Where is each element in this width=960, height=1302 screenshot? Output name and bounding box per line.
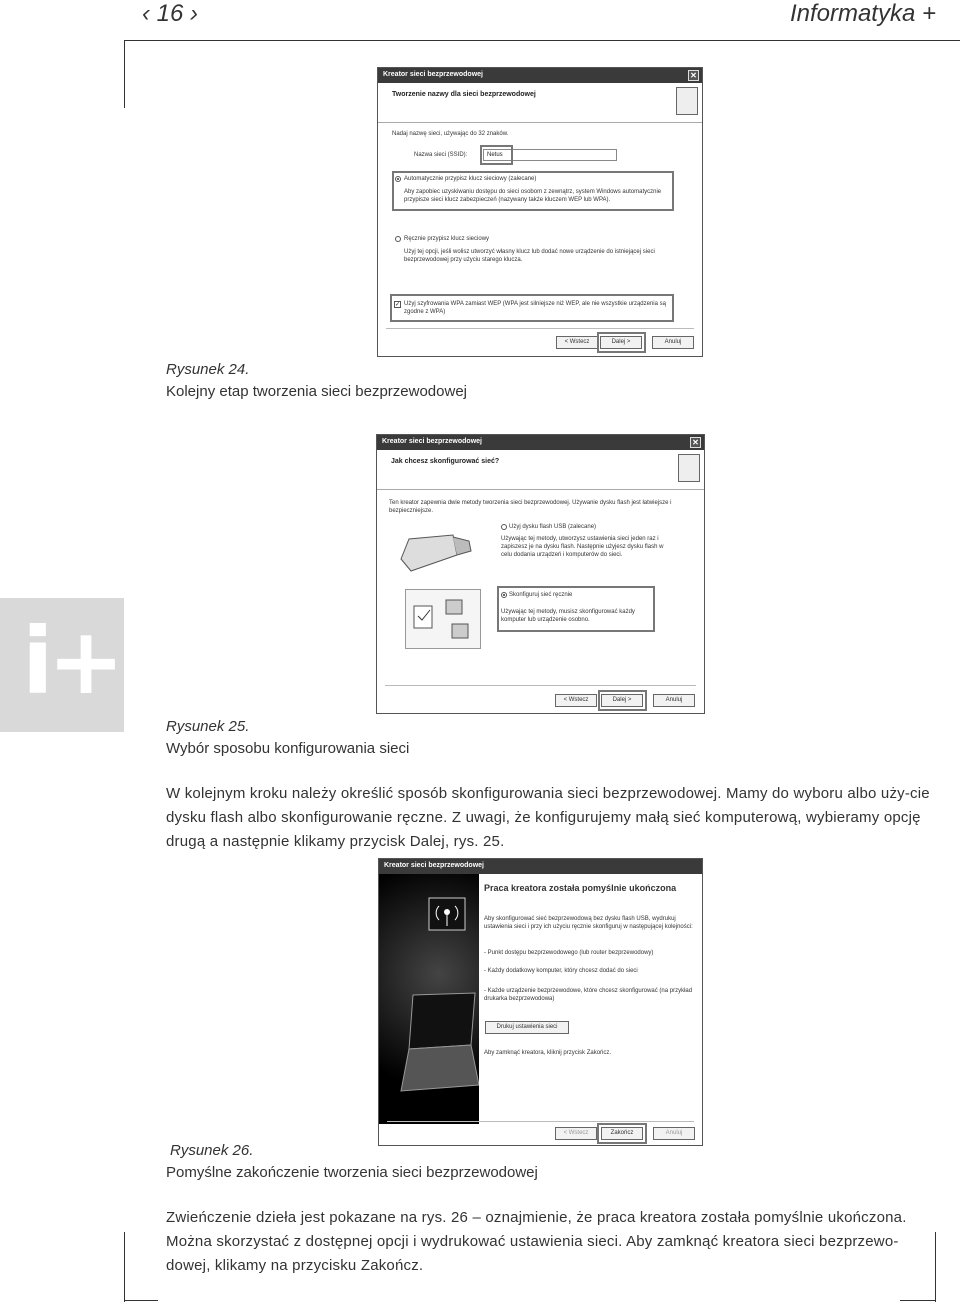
network-wizard-icon [678, 454, 700, 482]
manual-config-image [405, 589, 481, 649]
manual-key-label: Ręcznie przypisz klucz sieciowy [404, 236, 490, 242]
dialog-separator [386, 328, 694, 329]
figure-24-caption [166, 359, 467, 403]
manual-description: Używając tej metody, musisz skonfigurować każdy komputer lub urządzenie osobno. [501, 609, 635, 623]
close-icon[interactable]: ✕ [690, 437, 701, 448]
wireless-icon [427, 896, 467, 932]
figure-24-dialog [377, 67, 703, 357]
back-button[interactable]: < Wstecz [556, 336, 598, 349]
finish-button[interactable]: Zakończ [601, 1127, 643, 1140]
body-paragraph-2: Zwieńczenie dzieła jest pokazane na rys. 26 – oznajmienie, że praca kreatora została pomyślnie ukończona. Można skorzystać z dostępnej opcji i wydrukować ustawienia sieci. Aby zamknąć kreatora sieci bezprzewo-dowej, klikamy na przycisku Zakończ. [166, 1209, 907, 1274]
laptop-image [397, 989, 481, 1099]
print-settings-button[interactable]: Drukuj ustawienia sieci [485, 1021, 569, 1034]
caption-text: Kolejny etap tworzenia sieci bezprzewodowej [166, 383, 467, 400]
ssid-highlight [480, 145, 513, 165]
intro-text: Ten kreator zapewnia dwie metody tworzenia sieci bezprzewodowej. Używanie dysku flash jest łatwiejsze i bezpieczniejsze. [389, 500, 672, 514]
dialog-separator [385, 685, 696, 686]
usb-option-label: Użyj dysku flash USB (zalecane) [509, 524, 597, 530]
caption-label: Rysunek 25. [166, 718, 250, 735]
brand-logo: i+ [22, 608, 119, 715]
intro-text: Aby skonfigurować sieć bezprzewodową bez dysku flash USB, wydrukuj ustawienia sieci i przy ich użyciu ręcznie skonfiguruj w następującej kolejności: [484, 916, 693, 930]
back-button[interactable]: < Wstecz [555, 1127, 597, 1140]
footer-left-rule [124, 1232, 125, 1302]
usb-radio[interactable] [501, 524, 507, 530]
manual-key-description: Użyj tej opcji, jeśli wolisz utworzyć własny klucz lub dodać nowe urządzenie do istniejącej sieci bezprzewodowej przy użyciu starego klucza. [404, 249, 655, 263]
finish-highlight [597, 1123, 647, 1144]
dialog-titlebar [377, 435, 704, 450]
computers-icon [406, 590, 482, 650]
auto-key-radio[interactable] [395, 176, 401, 182]
network-wizard-icon [676, 87, 698, 115]
dialog-title: Kreator sieci bezprzewodowej [384, 862, 484, 869]
next-button[interactable]: Dalej > [601, 694, 643, 707]
figure-26-dialog [378, 858, 703, 1146]
dialog-banner [377, 450, 704, 490]
next-button[interactable]: Dalej > [600, 336, 642, 349]
back-button[interactable]: < Wstecz [555, 694, 597, 707]
caption-text: Wybór sposobu konfigurowania sieci [166, 740, 410, 757]
wpa-checkbox[interactable]: ✓ [395, 302, 401, 308]
close-icon[interactable]: ✕ [688, 70, 699, 81]
dialog-heading: Praca kreatora została pomyślnie ukończona [484, 883, 677, 893]
wpa-label: Użyj szyfrowania WPA zamiast WEP (WPA jest silniejsze niż WEP, ale nie wszystkie urządzenia są zgodne z WPA) [404, 301, 666, 315]
page-number: ‹ 16 › [142, 0, 199, 27]
footer-left-rule-h [124, 1300, 158, 1301]
next-highlight [598, 690, 647, 711]
wizard-sidebar-image [379, 874, 479, 1124]
usb-flash-drive-icon [397, 531, 477, 575]
manual-config-radio[interactable] [501, 592, 507, 598]
caption-label: Rysunek 24. [166, 361, 250, 378]
dialog-banner [378, 83, 702, 123]
figure-25-caption [166, 716, 409, 760]
manual-option-label: Skonfiguruj sieć ręcznie [509, 592, 573, 598]
dialog-title: Kreator sieci bezprzewodowej [383, 71, 483, 78]
next-highlight [597, 332, 646, 353]
publication-title: Informatyka + [789, 0, 936, 27]
body-paragraph-1: W kolejnym kroku należy określić sposób skonfigurowania sieci bezprzewodowej. Mamy do wyboru albo uży-cie dysku flash albo skonfigurowanie ręczne. Z uwagi, że konfigurujemy małą sieć komputerową, wybieramy opcję drugą a następnie klikamy przycisk Dalej, rys. 25. [166, 785, 930, 850]
dialog-titlebar [379, 859, 702, 874]
auto-key-label: Automatycznie przypisz klucz sieciowy (zalecane) [404, 176, 537, 182]
caption-label: Rysunek 26. [170, 1142, 254, 1159]
ssid-label: Nazwa sieci (SSID): [414, 152, 468, 158]
figure-25-dialog [376, 434, 705, 714]
cancel-button[interactable]: Anuluj [653, 694, 695, 707]
manual-key-radio[interactable] [395, 236, 401, 242]
usb-description: Używając tej metody, utworzysz ustawienia sieci jeden raz i zapiszesz je na dysku flash. Następnie użyjesz dysku flash w celu dodania urządzeń i komputerów do sieci. [501, 536, 664, 558]
cancel-button[interactable]: Anuluj [653, 1127, 695, 1140]
dialog-heading: Tworzenie nazwy dla sieci bezprzewodowej [392, 91, 536, 98]
dialog-separator [387, 1121, 694, 1122]
dialog-titlebar [378, 68, 702, 83]
auto-key-description: Aby zapobiec uzyskiwaniu dostępu do sieci osobom z zewnątrz, system Windows automatycznie przypisze sieci klucz zabezpieczeń (nazywany także kluczem WEP lub WPA). [404, 189, 662, 203]
caption-text: Pomyślne zakończenie tworzenia sieci bezprzewodowej [166, 1164, 538, 1181]
close-hint: Aby zamknąć kreatora, kliknij przycisk Zakończ. [484, 1050, 612, 1056]
left-rule [124, 40, 125, 108]
figure-26-caption [166, 1140, 538, 1184]
list-item: - Każdy dodatkowy komputer, który chcesz dodać do sieci [484, 968, 638, 974]
ssid-input[interactable]: Netus [483, 149, 617, 161]
list-item: - Punkt dostępu bezprzewodowego (lub router bezprzewodowy) [484, 950, 654, 956]
header-rule [124, 40, 960, 41]
ssid-hint: Nadaj nazwę sieci, używając do 32 znaków. [392, 131, 509, 137]
footer-right-rule [935, 1232, 936, 1302]
cancel-button[interactable]: Anuluj [652, 336, 694, 349]
footer-right-rule-h [900, 1300, 936, 1301]
list-item: - Każde urządzenie bezprzewodowe, które chcesz skonfigurować (na przykład drukarka bezprzewodowa) [484, 988, 693, 1002]
dialog-heading: Jak chcesz skonfigurować sieć? [391, 458, 500, 465]
dialog-title: Kreator sieci bezprzewodowej [382, 438, 482, 445]
